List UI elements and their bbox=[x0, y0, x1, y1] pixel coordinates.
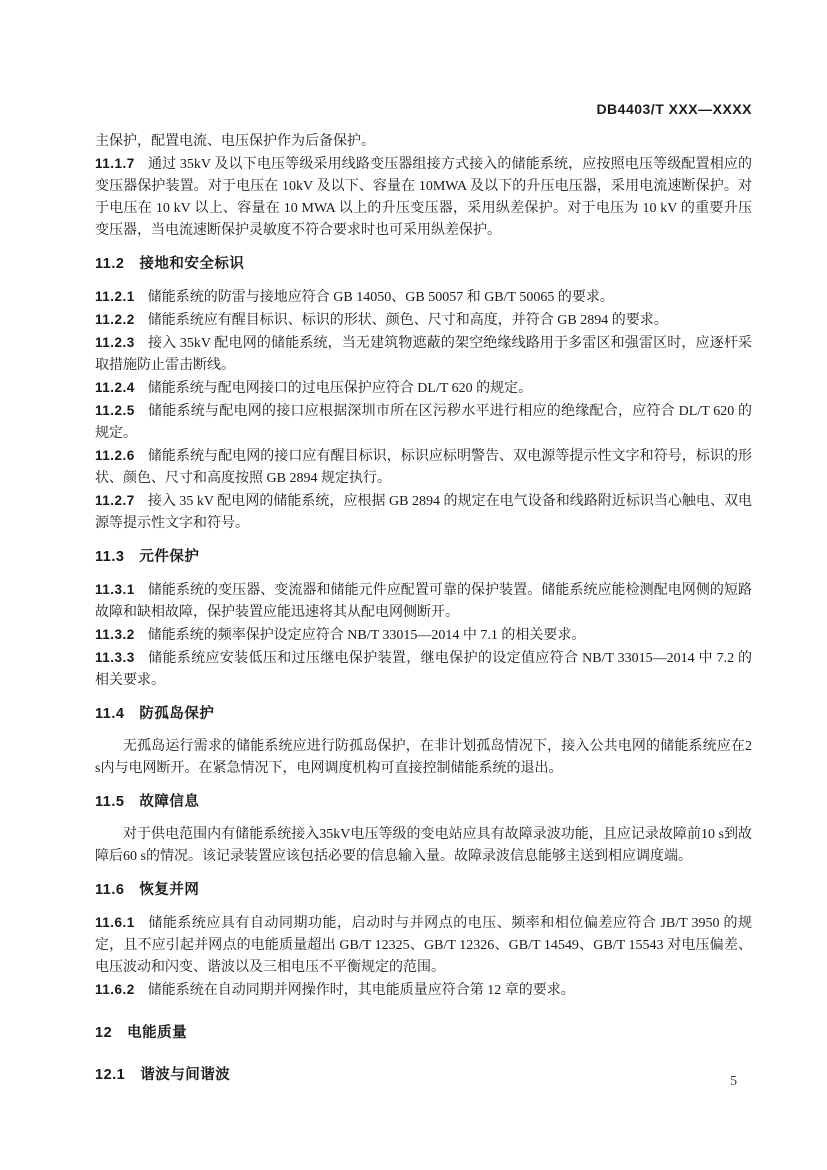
section-title: 元件保护 bbox=[139, 549, 200, 565]
clause-text: 储能系统的防雷与接地应符合 GB 14050、GB 50057 和 GB/T 50065 的要求。 bbox=[147, 290, 614, 305]
clause-number: 11.2.3 bbox=[95, 335, 135, 350]
clause-text: 储能系统的频率保护设定应符合 NB/T 33015—2014 中 7.1 的相关要求。 bbox=[147, 628, 586, 643]
clause-text: 通过 35kV 及以下电压等级采用线路变压器组接方式接入的储能系统，应按照电压等级配置相应的变压器保护装置。对于电压在 10kV 及以下、容量在 10MWA 及以下的升压电压器，采用电流速断保护。对于电压在 10 kV 以上、容量在 10 MWA 以上的升压变压器，采用纵差保护。对于电压为 10 kV 的重要升压变压器，当电流速断保护灵敏度不符合要求时也可采用纵差保护。 bbox=[95, 157, 752, 238]
clause-11-3-2 bbox=[95, 624, 752, 647]
clause-number: 11.2.1 bbox=[95, 289, 135, 304]
clause-11-2-6 bbox=[95, 445, 752, 490]
chapter-number: 12 bbox=[95, 1025, 113, 1041]
section-title: 谐波与间谐波 bbox=[140, 1067, 231, 1083]
clause-text: 储能系统与配电网接口的过电压保护应符合 DL/T 620 的规定。 bbox=[147, 381, 533, 396]
clause-number: 11.2.5 bbox=[95, 403, 135, 418]
clause-number: 11.2.7 bbox=[95, 493, 135, 508]
clause-text: 储能系统的变压器、变流器和储能元件应配置可靠的保护装置。储能系统应能检测配电网侧的短路故障和缺相故障，保护装置应能迅速将其从配电网侧断开。 bbox=[95, 583, 752, 620]
clause-number: 11.2.4 bbox=[95, 380, 135, 395]
section-heading-11-5 bbox=[95, 791, 752, 813]
clause-11-3-1 bbox=[95, 579, 752, 624]
clause-11-3-3 bbox=[95, 647, 752, 692]
section-heading-11-4 bbox=[95, 703, 752, 725]
section-heading-12-1 bbox=[95, 1064, 752, 1086]
section-number: 11.5 bbox=[95, 794, 125, 810]
standard-code: DB4403/T XXX—XXXX bbox=[596, 101, 752, 117]
clause-text: 储能系统应安装低压和过压继电保护装置，继电保护的设定值应符合 NB/T 33015—2014 中 7.2 的相关要求。 bbox=[95, 651, 752, 688]
clause-11-2-2 bbox=[95, 309, 752, 332]
clause-text: 储能系统应具有自动同期功能，启动时与并网点的电压、频率和相位偏差应符合 JB/T 3950 的规定，且不应引起并网点的电能质量超出 GB/T 12325、GB/T 12326、GB/T 14549、GB/T 15543 对电压偏差、电压波动和闪变、谐波以及三相电压不平衡规定的范围。 bbox=[95, 916, 752, 975]
chapter-title: 电能质量 bbox=[127, 1025, 188, 1041]
clause-11-2-7 bbox=[95, 490, 752, 535]
clause-11-2-5 bbox=[95, 400, 752, 445]
chapter-heading-12 bbox=[95, 1022, 752, 1044]
section-title: 防孤岛保护 bbox=[139, 706, 215, 722]
clause-text: 储能系统与配电网的接口应根据深圳市所在区污秽水平进行相应的绝缘配合，应符合 DL/T 620 的规定。 bbox=[95, 404, 752, 441]
clause-text: 接入 35kV 配电网的储能系统，当无建筑物遮蔽的架空绝缘线路用于多雷区和强雷区时，应逐杆采取措施防止雷击断线。 bbox=[95, 336, 752, 373]
clause-number: 11.6.2 bbox=[95, 982, 135, 997]
document-header bbox=[95, 100, 752, 118]
section-number: 11.4 bbox=[95, 706, 125, 722]
section-heading-11-2 bbox=[95, 253, 752, 275]
clause-11-2-4 bbox=[95, 377, 752, 400]
clause-text: 储能系统与配电网的接口应有醒目标识，标识应标明警告、双电源等提示性文字和符号，标识的形状、颜色、尺寸和高度按照 GB 2894 规定执行。 bbox=[95, 449, 752, 486]
clause-number: 11.2.6 bbox=[95, 448, 135, 463]
clause-11-2-3 bbox=[95, 332, 752, 377]
paragraph-fault-info: 对于供电范围内有储能系统接入35kV电压等级的变电站应具有故障录波功能，且应记录故障前10 s到故障后60 s的情况。该记录装置应该包括必要的信息输入量。故障录波信息能够主送到相应调度端。 bbox=[95, 827, 752, 864]
paragraph-continuation: 主保护，配置电流、电压保护作为后备保护。 bbox=[95, 134, 375, 149]
page-number: 5 bbox=[730, 1073, 737, 1088]
section-number: 11.6 bbox=[95, 882, 125, 898]
section-heading-11-3 bbox=[95, 546, 752, 568]
clause-text: 接入 35 kV 配电网的储能系统，应根据 GB 2894 的规定在电气设备和线路附近标识当心触电、双电源等提示性文字和符号。 bbox=[95, 494, 752, 531]
paragraph-anti-islanding: 无孤岛运行需求的储能系统应进行防孤岛保护，在非计划孤岛情况下，接入公共电网的储能系统应在2 s内与电网断开。在紧急情况下，电网调度机构可直接控制储能系统的退出。 bbox=[95, 739, 752, 776]
clause-number: 11.1.7 bbox=[95, 156, 135, 171]
section-number: 11.3 bbox=[95, 549, 125, 565]
clause-11-6-2 bbox=[95, 979, 752, 1002]
clause-11-1-7 bbox=[95, 153, 752, 242]
clause-number: 11.3.3 bbox=[95, 650, 135, 665]
section-title: 故障信息 bbox=[139, 794, 200, 810]
clause-number: 11.3.2 bbox=[95, 627, 135, 642]
section-heading-11-6 bbox=[95, 879, 752, 901]
clause-11-6-1 bbox=[95, 912, 752, 979]
section-number: 11.2 bbox=[95, 256, 125, 272]
section-title: 接地和安全标识 bbox=[139, 256, 245, 272]
section-title: 恢复并网 bbox=[139, 882, 200, 898]
section-number: 12.1 bbox=[95, 1067, 126, 1083]
clause-text: 储能系统在自动同期并网操作时，其电能质量应符合第 12 章的要求。 bbox=[147, 983, 575, 998]
clause-text: 储能系统应有醒目标识、标识的形状、颜色、尺寸和高度，并符合 GB 2894 的要求。 bbox=[147, 313, 668, 328]
clause-11-2-1 bbox=[95, 286, 752, 309]
clause-number: 11.6.1 bbox=[95, 915, 135, 930]
clause-number: 11.2.2 bbox=[95, 312, 135, 327]
clause-number: 11.3.1 bbox=[95, 582, 135, 597]
